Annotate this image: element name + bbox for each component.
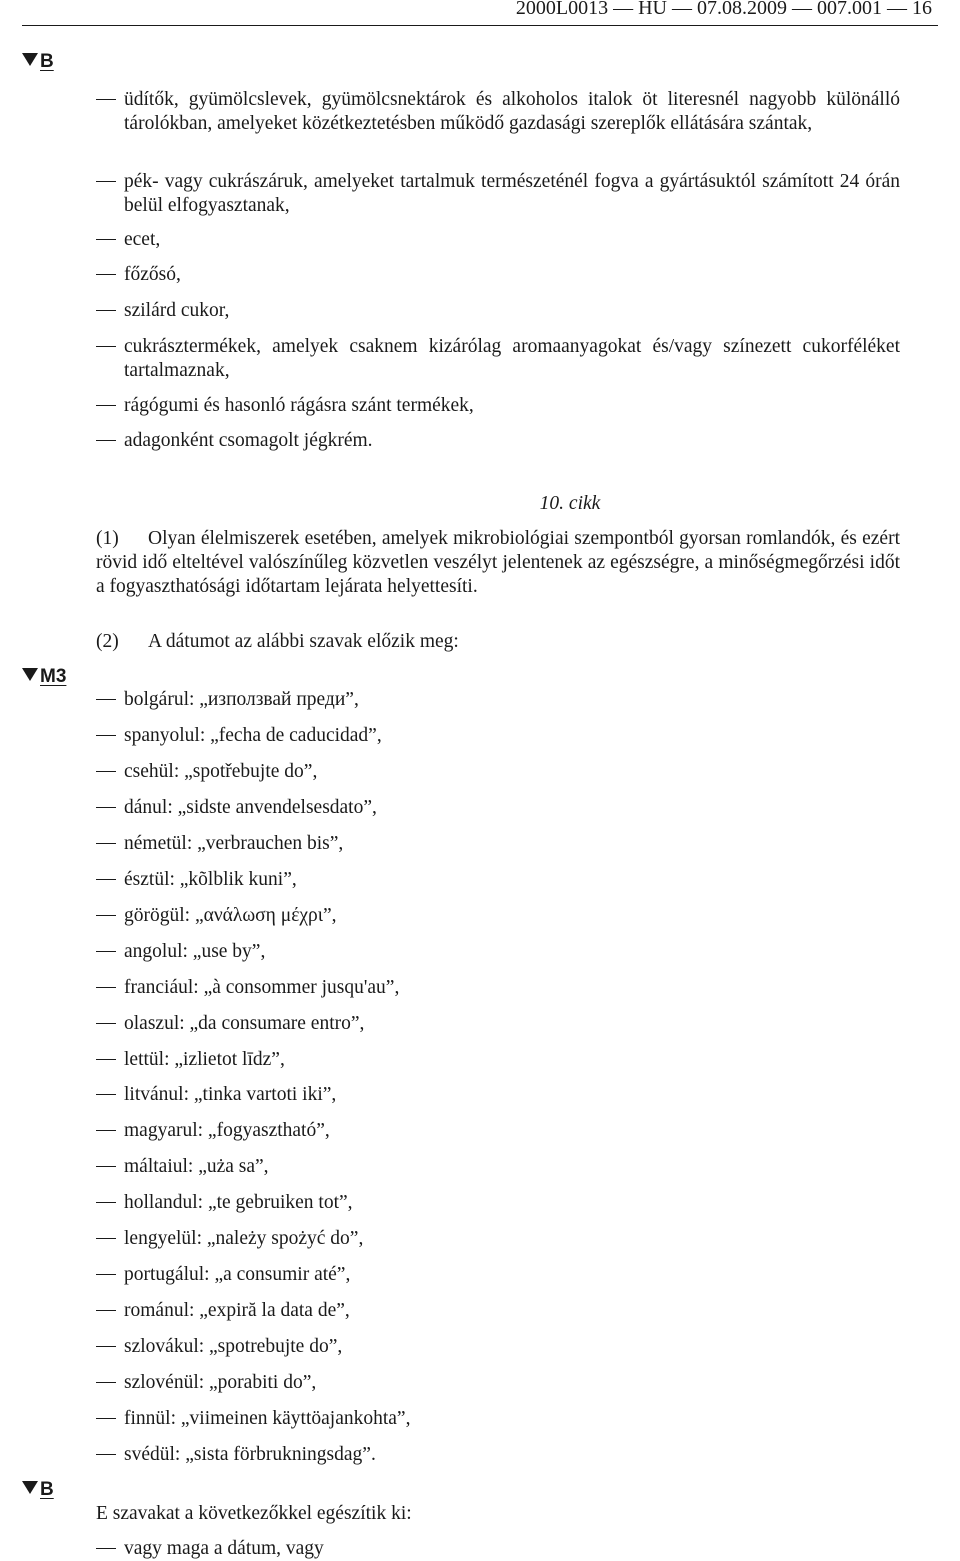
language-phrase: szlovénül: „porabiti do”, [124,1372,317,1393]
list-item: főzősó, [96,263,900,287]
language-phrase: litvánul: „tinka vartoti iki”, [124,1084,337,1105]
document-header: 2000L0013 — HU — 07.08.2009 — 007.001 — 16 [515,0,932,19]
dash-icon [96,771,116,772]
marker-code: B [40,1479,54,1500]
dash-icon [96,699,116,700]
dash-icon [96,807,116,808]
language-list-item [96,688,900,712]
amendment-marker-m3 [22,667,66,687]
dash-icon [96,440,116,441]
dash-icon [96,405,116,406]
language-phrase: bolgárul: „използвай преди”, [124,689,359,710]
dash-icon [96,879,116,880]
language-phrase: dánul: „sidste anvendelsesdato”, [124,797,377,818]
dash-icon [96,1130,116,1131]
language-list-item [96,796,900,820]
dash-icon [96,310,116,311]
dash-icon [96,915,116,916]
paragraph-1 [96,527,900,599]
dash-icon [96,274,116,275]
language-list-item [96,1371,900,1395]
language-phrase: románul: „expiră la data de”, [124,1300,350,1321]
language-list-item [96,1443,900,1467]
list-item: ecet, [96,228,900,252]
dash-icon [96,735,116,736]
language-list-item [96,868,900,892]
language-list-item [96,1335,900,1359]
list-item: cukrásztermékek, amelyek csaknem kizárólag aromaanyagokat és/vagy színezett cukorféléket tartalmaznak, [96,335,900,383]
language-list-item [96,1083,900,1107]
dash-icon [96,99,116,100]
triangle-marker-icon [22,1481,38,1494]
header-rule [22,25,938,26]
language-phrase: svédül: „sista förbrukningsdag”. [124,1444,376,1465]
dash-icon [96,239,116,240]
language-phrase: finnül: „viimeinen käyttöajankohta”, [124,1408,411,1429]
language-phrase: olaszul: „da consumare entro”, [124,1013,365,1034]
language-phrase: lengyelül: „należy spożyć do”, [124,1228,364,1249]
paragraph-2 [96,630,900,654]
language-phrase: hollandul: „te gebruiken tot”, [124,1192,353,1213]
language-phrase: magyarul: „fogyasztható”, [124,1120,330,1141]
list-item: vagy maga a dátum, vagy [96,1537,900,1561]
language-list-item [96,1191,900,1215]
dash-icon [96,1454,116,1455]
language-list-item [96,1012,900,1036]
list-item: pék- vagy cukrászáruk, amelyeket tartalmuk természeténél fogva a gyártásuktól számított 24 órán belül elfogyasztanak, [96,170,900,218]
dash-icon [96,1382,116,1383]
dash-icon [96,1094,116,1095]
triangle-marker-icon [22,53,38,66]
dash-icon [96,1202,116,1203]
language-list-item [96,724,900,748]
language-phrase: észtül: „kõlblik kuni”, [124,869,297,890]
language-list-item [96,1407,900,1431]
language-phrase: szlovákul: „spotrebujte do”, [124,1336,343,1357]
dash-icon [96,1274,116,1275]
dash-icon [96,1418,116,1419]
language-phrase: görögül: „ανάλωση μέχρι”, [124,905,337,926]
language-list-item [96,1263,900,1287]
language-phrase: németül: „verbrauchen bis”, [124,833,344,854]
language-phrase: portugálul: „a consumir até”, [124,1264,351,1285]
dash-icon [96,1166,116,1167]
list-item: adagonként csomagolt jégkrém. [96,429,900,453]
paragraph-text: Olyan élelmiszerek esetében, amelyek mikrobiológiai szempontból gyorsan romlandók, és ezért rövid idő elteltével valószínűleg közvetlen veszélyt jelentenek az egészségre, a minőségmegőrzési időt a fogyaszthatósági időtartam lejárata helyettesíti. [96,528,900,597]
article-title: 10. cikk [539,493,601,514]
paragraph-text: A dátumot az alábbi szavak előzik meg: [148,631,459,652]
language-list-item [96,976,900,1000]
language-phrase: franciául: „à consommer jusqu'au”, [124,977,400,998]
language-phrase: csehül: „spotřebujte do”, [124,761,318,782]
language-list-item [96,904,900,928]
language-phrase: spanyolul: „fecha de caducidad”, [124,725,382,746]
dash-icon [96,1310,116,1311]
language-list-item [96,1155,900,1179]
language-phrase: máltaiul: „uża sa”, [124,1156,269,1177]
dash-icon [96,987,116,988]
list-item: üdítők, gyümölcslevek, gyümölcsnektárok és alkoholos italok öt literesnél nagyobb különálló tárolókban, amelyeket közétkeztetésben működő gazdasági szereplők ellátására szántak, [96,88,900,136]
language-list-item [96,832,900,856]
paragraph-number: (2) [96,631,119,652]
marker-code: B [40,51,54,72]
dash-icon [96,346,116,347]
dash-icon [96,181,116,182]
language-list-item [96,1119,900,1143]
list-item: rágógumi és hasonló rágásra szánt termékek, [96,394,900,418]
language-list-item [96,1227,900,1251]
language-list-item [96,760,900,784]
amendment-marker-b [22,1480,54,1500]
paragraph-number: (1) [96,528,119,549]
dash-icon [96,1059,116,1060]
language-list-item [96,1299,900,1323]
dash-icon [96,1238,116,1239]
dash-icon [96,1023,116,1024]
language-phrase: angolul: „use by”, [124,941,266,962]
amendment-marker-b [22,52,54,72]
marker-code: M3 [40,666,67,687]
dash-icon [96,843,116,844]
language-phrase: lettül: „izlietot līdz”, [124,1049,285,1070]
dash-icon [96,1548,116,1549]
language-list-item [96,940,900,964]
triangle-marker-icon [22,668,38,681]
dash-icon [96,951,116,952]
list-item: szilárd cukor, [96,299,900,323]
closing-intro: E szavakat a következőkkel egészítik ki: [96,1503,412,1524]
language-list-item [96,1048,900,1072]
dash-icon [96,1346,116,1347]
